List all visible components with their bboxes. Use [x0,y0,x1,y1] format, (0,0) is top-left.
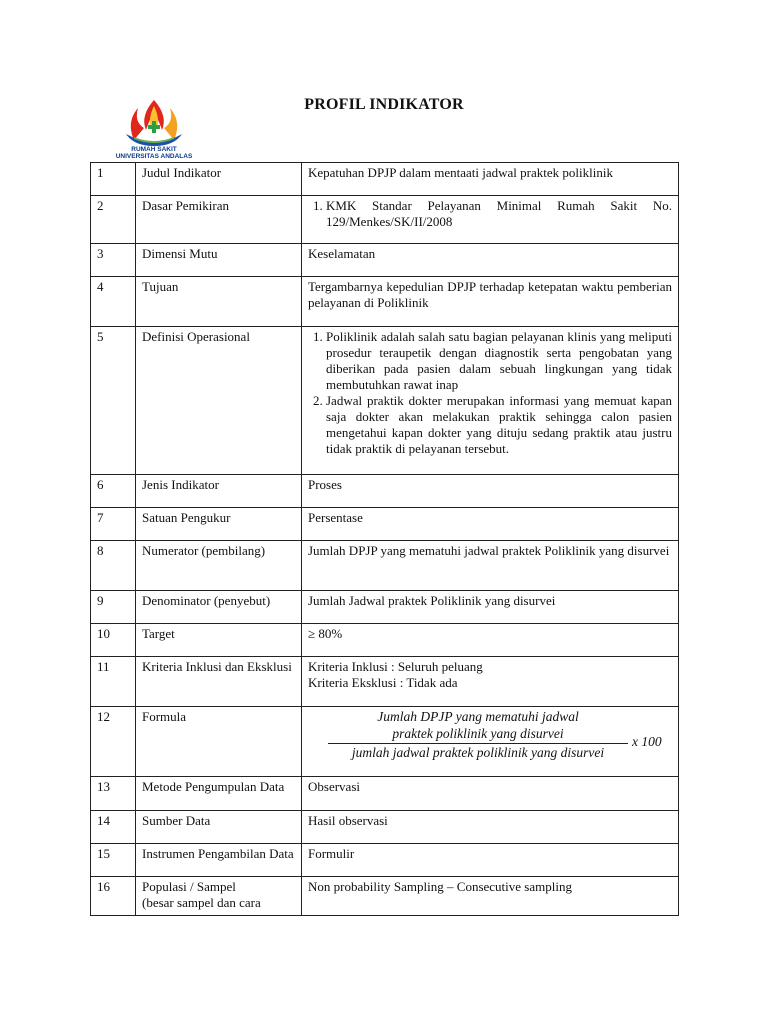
row-value [302,196,679,244]
table-row [91,327,679,475]
list-item: 1. Poliklinik adalah salah satu bagian pelayanan klinis yang meliputi prosedur teraupetik dengan diagnostik serta pengobatan yang diberikan pada pasien dalam sebuah lingkungan yang tidak membutuhkan rawat inap [326,329,672,393]
table-row [91,277,679,327]
numbered-list [308,329,672,457]
row-label: Kriteria Inklusi dan Eksklusi [136,657,302,707]
row-label: Instrumen Pengambilan Data [136,844,302,877]
formula-denominator: jumlah jadwal praktek poliklinik yang disurvei [351,745,605,760]
row-number: 7 [91,508,136,541]
row-number: 6 [91,475,136,508]
logo-text-line1: RUMAH SAKIT [131,146,177,153]
row-number: 15 [91,844,136,877]
row-number: 5 [91,327,136,475]
row-label: Judul Indikator [136,163,302,196]
row-value: Non probability Sampling – Consecutive sampling [302,877,679,916]
row-value [302,657,679,707]
criteria-line: Kriteria Eksklusi : Tidak ada [308,675,458,690]
formula-fraction [308,709,672,769]
indicator-profile-table [90,162,679,916]
row-number: 14 [91,811,136,844]
row-number: 3 [91,244,136,277]
table-row [91,624,679,657]
row-number: 11 [91,657,136,707]
row-value: Persentase [302,508,679,541]
row-label: Numerator (pembilang) [136,541,302,591]
document-title: PROFIL INDIKATOR [304,96,464,113]
row-value: Kepatuhan DPJP dalam mentaati jadwal praktek poliklinik [302,163,679,196]
row-label: Dimensi Mutu [136,244,302,277]
table-row [91,777,679,811]
table-row [91,541,679,591]
row-value: Proses [302,475,679,508]
table-row [91,707,679,777]
row-value: Jumlah Jadwal praktek Poliklinik yang disurvei [302,591,679,624]
table-row [91,244,679,277]
row-value: Keselamatan [302,244,679,277]
row-label: Sumber Data [136,811,302,844]
table-row [91,196,679,244]
row-value [302,327,679,475]
row-value: Tergambarnya kepedulian DPJP terhadap ketepatan waktu pemberian pelayanan di Poliklinik [302,277,679,327]
row-label: Satuan Pengukur [136,508,302,541]
table-row [91,657,679,707]
logo-text-line2: UNIVERSITAS ANDALAS [115,153,193,160]
list-item: 1. KMK Standar Pelayanan Minimal Rumah Sakit No. 129/Menkes/SK/II/2008 [326,198,672,230]
numbered-list [308,198,672,230]
table-row [91,877,679,916]
row-number: 2 [91,196,136,244]
table-row [91,844,679,877]
row-value: ≥ 80% [302,624,679,657]
formula-numerator-line2: praktek poliklinik yang disurvei [392,726,564,741]
row-value: Formulir [302,844,679,877]
table-row [91,508,679,541]
table-row [91,163,679,196]
row-label: Definisi Operasional [136,327,302,475]
row-number: 13 [91,777,136,811]
row-number: 10 [91,624,136,657]
row-number: 1 [91,163,136,196]
row-value: Jumlah DPJP yang mematuhi jadwal praktek Poliklinik yang disurvei [302,541,679,591]
fraction-bar [328,743,628,744]
formula-numerator-line1: Jumlah DPJP yang mematuhi jadwal [377,709,579,724]
row-label: Dasar Pemikiran [136,196,302,244]
row-value: Hasil observasi [302,811,679,844]
row-value: Observasi [302,777,679,811]
row-label: Populasi / Sampel (besar sampel dan cara [136,877,302,916]
row-number: 9 [91,591,136,624]
row-label: Formula [136,707,302,777]
table-row [91,475,679,508]
list-item: 2. Jadwal praktik dokter merupakan informasi yang memuat kapan saja dokter akan melakukan praktik sehingga calon pasien mengetahui kapan dokter yang dituju sedang praktik atau justru tidak praktik di pelayanan tersebut. [326,393,672,457]
row-number: 16 [91,877,136,916]
row-label: Denominator (penyebut) [136,591,302,624]
formula-multiplier: x 100 [632,734,662,749]
criteria-line: Kriteria Inklusi : Seluruh peluang [308,659,483,674]
table-row [91,811,679,844]
row-label: Jenis Indikator [136,475,302,508]
row-number: 4 [91,277,136,327]
row-value [302,707,679,777]
row-number: 8 [91,541,136,591]
row-label: Metode Pengumpulan Data [136,777,302,811]
table-row [91,591,679,624]
row-label: Tujuan [136,277,302,327]
row-label: Target [136,624,302,657]
row-number: 12 [91,707,136,777]
